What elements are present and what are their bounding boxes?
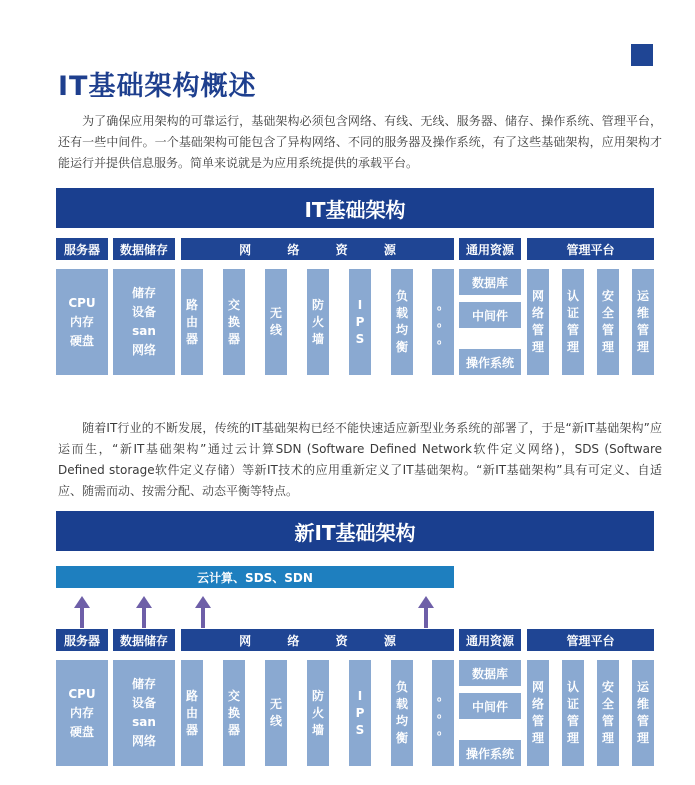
- diagram1-header-network: [181, 238, 454, 260]
- diagram2-server-cell: CPU 内存 硬盘: [56, 660, 108, 766]
- diagram2-header-storage: 数据储存: [113, 629, 175, 651]
- diagram1-mgmt-ops: 运 维 管 理: [632, 269, 654, 375]
- network-header-char: 源: [383, 242, 396, 257]
- diagram1-network-load-balance: 负 载 均 衡: [391, 269, 413, 375]
- diagram2-network-firewall: 防 火 墙: [307, 660, 329, 766]
- diagram2-header-server: 服务器: [56, 629, 108, 651]
- diagram1-resource-os: 操作系统: [459, 349, 521, 375]
- diagram1-header-management: 管理平台: [527, 238, 654, 260]
- intro-text: 为了确保应用架构的可靠运行，基础架构必须包含网络、有线、无线、服务器、储存、操作系统、管理平台，还有一些中间件。一个基础架构可能包含了异构网络、不同的服务器及操作系统，有了这些基础架构，应用架构才能运行并提供信息服务。简单来说就是为应用系统提供的承载平台。: [58, 114, 662, 170]
- network-header-char: 资: [335, 633, 348, 648]
- diagram1-network-switch: 交 换 器: [223, 269, 245, 375]
- diagram2-network-load-balance: 负 载 均 衡: [391, 660, 413, 766]
- arrow-shaft: [80, 608, 84, 628]
- diagram2-resource-database: 数据库: [459, 660, 521, 686]
- diagram1-network-wireless: 无 线: [265, 269, 287, 375]
- network-header-char: 络: [287, 633, 300, 648]
- diagram1-network-more: 。 。 。: [432, 269, 454, 375]
- diagram1-header-resources: 通用资源: [459, 238, 521, 260]
- diagram2-network-ips: I P S: [349, 660, 371, 766]
- page-title: IT基础架构概述: [58, 71, 257, 102]
- diagram1-network-ips: I P S: [349, 269, 371, 375]
- intro-paragraph: [58, 111, 662, 174]
- arrow-head: [418, 596, 434, 608]
- network-header-char: 网: [239, 633, 252, 648]
- diagram1-mgmt-network: 网 络 管 理: [527, 269, 549, 375]
- diagram1-header-server: 服务器: [56, 238, 108, 260]
- diagram1-storage-cell: 储存 设备 san 网络: [113, 269, 175, 375]
- diagram2-mgmt-network: 网 络 管 理: [527, 660, 549, 766]
- diagram2-header-management: 管理平台: [527, 629, 654, 651]
- diagram2-network-switch: 交 换 器: [223, 660, 245, 766]
- diagram2-network-more: 。 。 。: [432, 660, 454, 766]
- diagram1-header-storage: 数据储存: [113, 238, 175, 260]
- diagram2-resource-middleware: 中间件: [459, 693, 521, 719]
- diagram1-network-router: 路 由 器: [181, 269, 203, 375]
- diagram2-mgmt-auth: 认 证 管 理: [562, 660, 584, 766]
- corner-square: [631, 44, 653, 66]
- diagram1-resource-database: 数据库: [459, 269, 521, 295]
- diagram2-resource-os: 操作系统: [459, 740, 521, 766]
- diagram1-mgmt-security: 安 全 管 理: [597, 269, 619, 375]
- diagram2-network-router: 路 由 器: [181, 660, 203, 766]
- diagram1-server-cell: CPU 内存 硬盘: [56, 269, 108, 375]
- diagram1-mgmt-auth: 认 证 管 理: [562, 269, 584, 375]
- diagram2-network-wireless: 无 线: [265, 660, 287, 766]
- diagram2-banner: 新IT基础架构: [56, 511, 654, 551]
- network-header-char: 络: [287, 242, 300, 257]
- diagram2-header-resources: 通用资源: [459, 629, 521, 651]
- diagram1-network-firewall: 防 火 墙: [307, 269, 329, 375]
- second-paragraph: [58, 418, 662, 502]
- diagram2-storage-cell: 储存 设备 san 网络: [113, 660, 175, 766]
- arrow-head: [195, 596, 211, 608]
- network-header-char: 源: [383, 633, 396, 648]
- diagram2-mgmt-security: 安 全 管 理: [597, 660, 619, 766]
- diagram2-header-network: [181, 629, 454, 651]
- network-header-char: 网: [239, 242, 252, 257]
- second-text: 随着IT行业的不断发展，传统的IT基础架构已经不能快速适应新型业务系统的部署了，于是“新IT基础架构”应运而生，“新IT基础架构”通过云计算SDN (Software Defined Network软件定义网络)，SDS (Software Defined storage软件定义存储）等新IT技术的应用重新定义了IT基础架构。“新IT基础架构”具有可定义、自适应、随需而动、按需分配、动态平衡等特点。: [58, 421, 662, 498]
- network-header-char: 资: [335, 242, 348, 257]
- cloud-bar: 云计算、SDS、SDN: [56, 566, 454, 588]
- diagram1-resource-middleware: 中间件: [459, 302, 521, 328]
- diagram1-banner: IT基础架构: [56, 188, 654, 228]
- arrow-head: [136, 596, 152, 608]
- arrow-shaft: [424, 608, 428, 628]
- arrow-head: [74, 596, 90, 608]
- diagram2-mgmt-ops: 运 维 管 理: [632, 660, 654, 766]
- arrow-shaft: [201, 608, 205, 628]
- arrow-shaft: [142, 608, 146, 628]
